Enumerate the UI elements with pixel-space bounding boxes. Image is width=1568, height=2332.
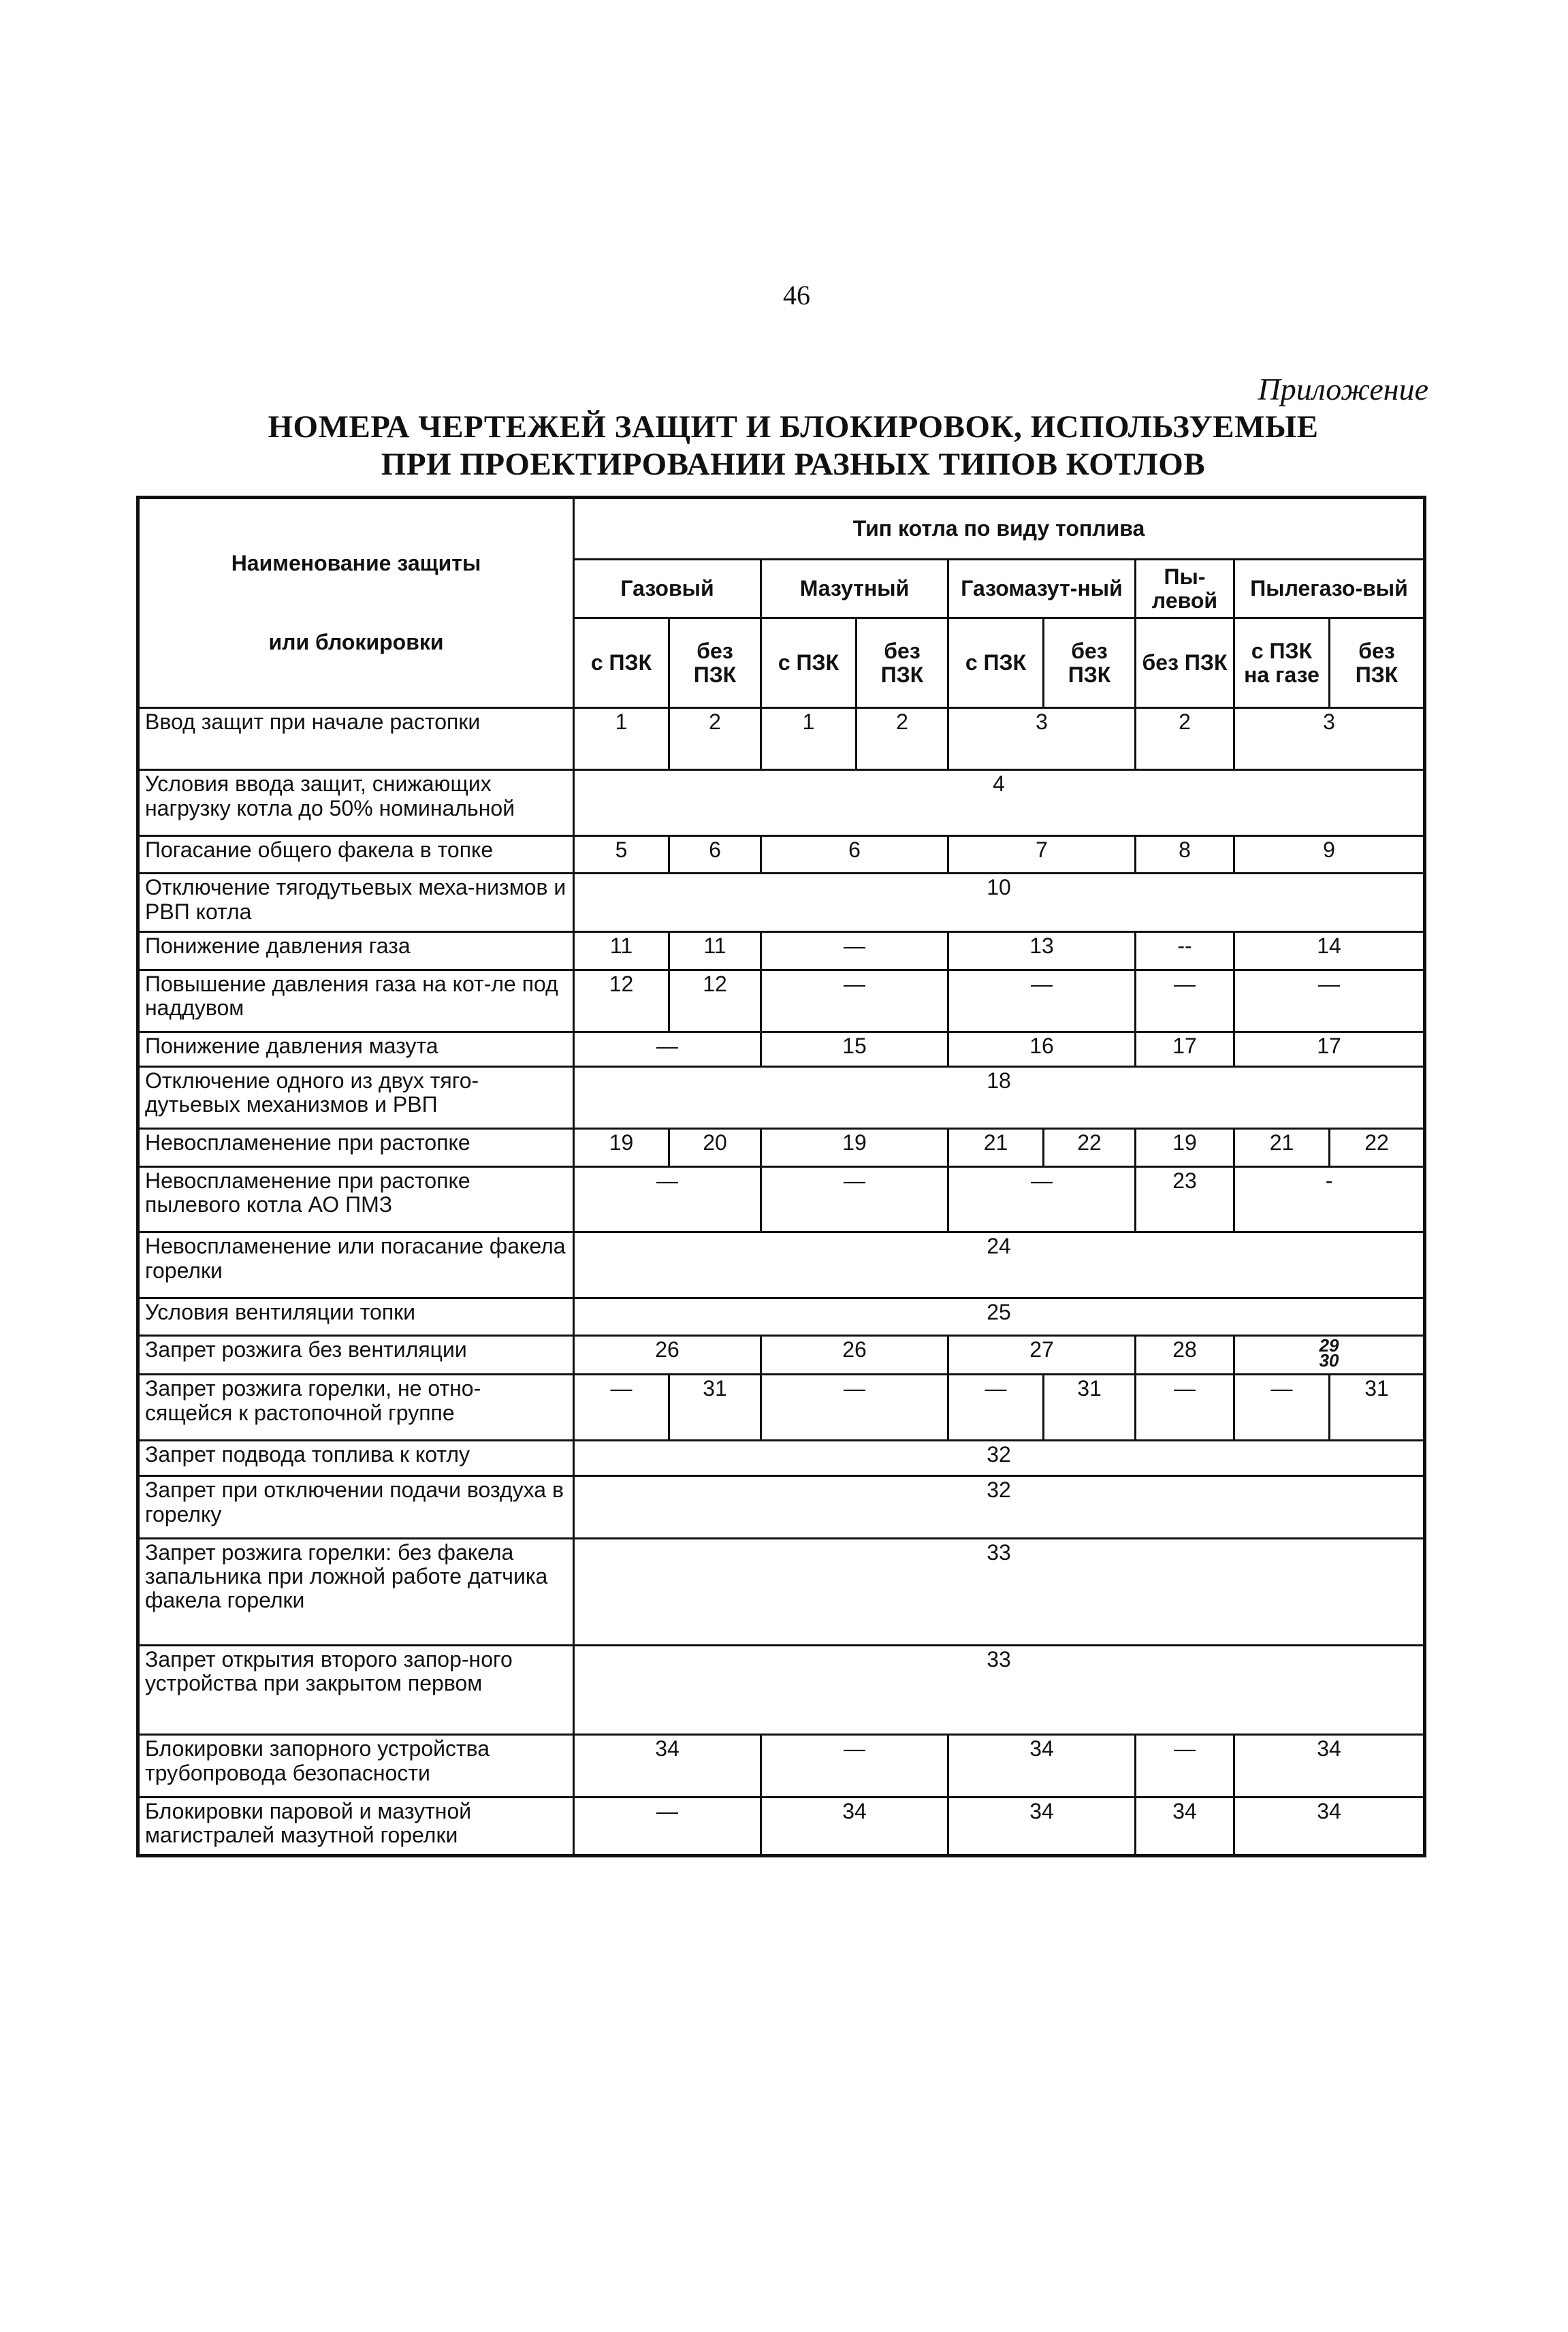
cell-value: — [761,1375,948,1440]
sub-header: с ПЗК [574,618,669,708]
fuel-type-gas-oil: Газомазут-ный [948,560,1136,618]
row-name: Условия ввода защит, снижающих нагрузку котла до 50% номинальной [138,770,574,835]
cell-value: 19 [1136,1129,1234,1167]
header-name-cell [138,498,574,708]
cell-value: 26 [761,1336,948,1375]
table-row [138,874,1425,932]
table-row [138,1538,1425,1645]
cell-value: 12 [574,970,669,1032]
cell-value: — [761,970,948,1032]
cell-value: 5 [574,835,669,874]
table-row [138,1032,1425,1067]
cell-value: — [574,1797,761,1855]
cell-value: 26 [574,1336,761,1375]
header-name-line1: Наименование защиты [231,551,481,576]
cell-value: — [761,1167,948,1232]
title-line-1: НОМЕРА ЧЕРТЕЖЕЙ ЗАЩИТ И БЛОКИРОВОК, ИСПОЛЬЗУЕМЫЕ [268,409,1319,445]
table-row [138,1129,1425,1167]
table-row [138,1645,1425,1735]
header-name-line2: или блокировки [268,629,444,654]
table-row [138,1336,1425,1375]
cell-value: — [1234,970,1425,1032]
sub-header: без ПЗК [669,618,761,708]
cell-value: 16 [948,1032,1136,1067]
row-name: Условия вентиляции топки [138,1298,574,1336]
table-row [138,1232,1425,1298]
row-name: Запрет открытия второго запор-ного устройства при закрытом первом [138,1645,574,1735]
table-row [138,932,1425,970]
row-name: Погасание общего факела в топке [138,835,574,874]
cell-value: 33 [574,1538,1425,1645]
table-row [138,1298,1425,1336]
cell-value: 14 [1234,932,1425,970]
row-name: Запрет при отключении подачи воздуха в горелку [138,1476,574,1538]
fuel-type-fuel-oil: Мазутный [761,560,948,618]
cell-value: 2 [857,708,948,770]
cell-value: 19 [574,1129,669,1167]
appendix-label: Приложение [1258,372,1428,406]
cell-value: 27 [948,1336,1136,1375]
cell-value: 32 [574,1476,1425,1538]
cell-value: — [761,932,948,970]
cell-value: 17 [1136,1032,1234,1067]
cell-value: 21 [1234,1129,1330,1167]
row-name: Запрет подвода топлива к котлу [138,1440,574,1476]
stacked-number-top: 29 [1319,1335,1339,1356]
cell-value: 24 [574,1232,1425,1298]
table-row [138,1375,1425,1440]
table-row [138,708,1425,770]
cell-value: 19 [761,1129,948,1167]
row-name: Невоспламенение или погасание факела горелки [138,1232,574,1298]
sub-header: с ПЗК [761,618,857,708]
cell-value: 22 [1330,1129,1425,1167]
cell-value: 15 [761,1032,948,1067]
cell-value: 12 [669,970,761,1032]
cell-value: 11 [669,932,761,970]
cell-value: 34 [948,1735,1136,1797]
header-group-title: Тип котла по виду топлива [574,498,1425,560]
cell-value: 34 [574,1735,761,1797]
cell-value: - [1234,1167,1425,1232]
row-name: Блокировки паровой и мазутной магистралей мазутной горелки [138,1797,574,1855]
page-number: 46 [783,280,810,310]
cell-value-stacked [1234,1336,1425,1375]
cell-value: — [574,1167,761,1232]
stacked-number-bottom: 30 [1319,1350,1339,1371]
sub-header: без ПЗК [1136,618,1234,708]
cell-value: — [1234,1375,1330,1440]
cell-value: 34 [948,1797,1136,1855]
cell-value: 18 [574,1067,1425,1129]
table-row [138,1067,1425,1129]
row-name: Отключение тягодутьевых меха-низмов и РВП котла [138,874,574,932]
row-name: Запрет розжига без вентиляции [138,1336,574,1375]
row-name: Повышение давления газа на кот-ле под наддувом [138,970,574,1032]
cell-value: 34 [1234,1797,1425,1855]
cell-value: 28 [1136,1336,1234,1375]
cell-value: 1 [574,708,669,770]
sub-header: без ПЗК [857,618,948,708]
cell-value: — [761,1735,948,1797]
cell-value: 34 [1234,1735,1425,1797]
row-name: Блокировки запорного устройства трубопровода безопасности [138,1735,574,1797]
cell-value: 9 [1234,835,1425,874]
table-row [138,1440,1425,1476]
sub-header: с ПЗК на газе [1234,618,1330,708]
cell-value: 8 [1136,835,1234,874]
row-name: Ввод защит при начале растопки [138,708,574,770]
cell-value: 31 [1330,1375,1425,1440]
cell-value: 6 [761,835,948,874]
cell-value: 21 [948,1129,1044,1167]
sub-header: без ПЗК [1330,618,1425,708]
cell-value: — [574,1375,669,1440]
row-name: Понижение давления мазута [138,1032,574,1067]
row-name: Невоспламенение при растопке [138,1129,574,1167]
cell-value: 2 [1136,708,1234,770]
cell-value: 11 [574,932,669,970]
row-name: Запрет розжига горелки: без факела запальника при ложной работе датчика факела горелки [138,1538,574,1645]
cell-value: 3 [1234,708,1425,770]
cell-value: 20 [669,1129,761,1167]
cell-value: — [1136,1735,1234,1797]
fuel-type-dust-gas: Пылегазо-вый [1234,560,1425,618]
table-row [138,970,1425,1032]
cell-value: -- [1136,932,1234,970]
cell-value: — [948,970,1136,1032]
cell-value: — [574,1032,761,1067]
row-name: Запрет розжига горелки, не отно-сящейся к растопочной группе [138,1375,574,1440]
cell-value: 2 [669,708,761,770]
sub-header: с ПЗК [948,618,1044,708]
cell-value: 7 [948,835,1136,874]
cell-value: 1 [761,708,857,770]
cell-value: 32 [574,1440,1425,1476]
cell-value: — [948,1167,1136,1232]
cell-value: 3 [948,708,1136,770]
cell-value: 17 [1234,1032,1425,1067]
row-name: Отключение одного из двух тяго-дутьевых механизмов и РВП [138,1067,574,1129]
drawings-table [136,496,1426,1857]
cell-value: 4 [574,770,1425,835]
cell-value: 10 [574,874,1425,932]
table-row [138,1735,1425,1797]
table-row [138,1167,1425,1232]
fuel-type-coal-dust: Пы-левой [1136,560,1234,618]
row-name: Невоспламенение при растопке пылевого котла АО ПМЗ [138,1167,574,1232]
title-line-2: ПРИ ПРОЕКТИРОВАНИИ РАЗНЫХ ТИПОВ КОТЛОВ [381,447,1206,482]
cell-value: 22 [1044,1129,1136,1167]
cell-value: — [1136,1375,1234,1440]
table-row [138,1797,1425,1855]
cell-value: 31 [1044,1375,1136,1440]
row-name: Понижение давления газа [138,932,574,970]
cell-value: 23 [1136,1167,1234,1232]
cell-value: 34 [1136,1797,1234,1855]
cell-value: — [1136,970,1234,1032]
cell-value: 6 [669,835,761,874]
cell-value: 33 [574,1645,1425,1735]
table-row [138,770,1425,835]
cell-value: 13 [948,932,1136,970]
sub-header: без ПЗК [1044,618,1136,708]
cell-value: — [948,1375,1044,1440]
table-row [138,835,1425,874]
cell-value: 31 [669,1375,761,1440]
fuel-type-gas: Газовый [574,560,761,618]
cell-value: 25 [574,1298,1425,1336]
table-row [138,1476,1425,1538]
cell-value: 34 [761,1797,948,1855]
